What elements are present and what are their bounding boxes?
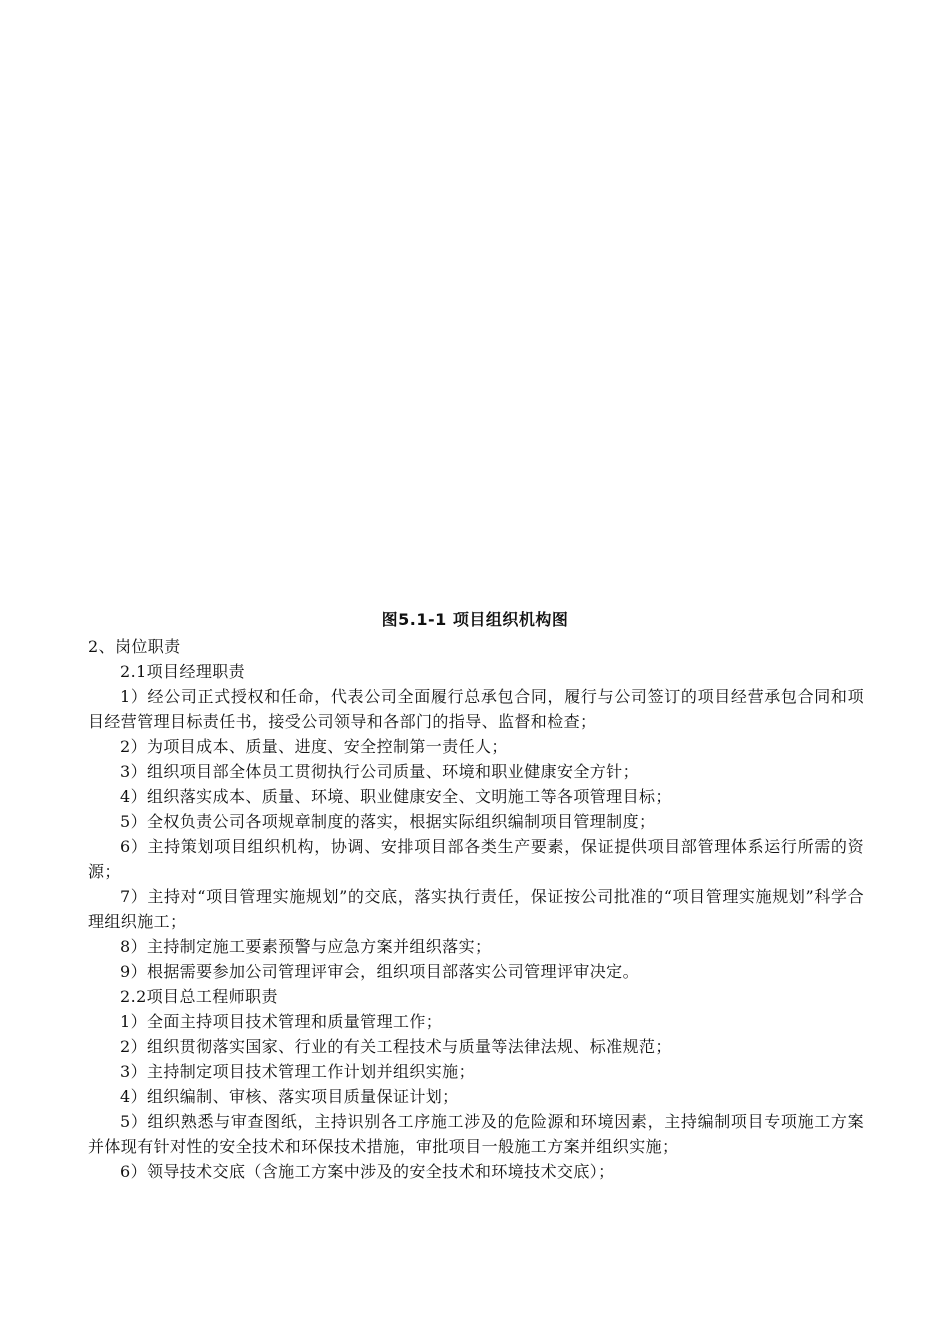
list-item: 3）主持制定项目技术管理工作计划并组织实施； [120, 1062, 475, 1081]
document-body [88, 634, 864, 1184]
list-item: 2）为项目成本、质量、进度、安全控制第一责任人； [120, 737, 508, 756]
org-chart-area [88, 40, 862, 595]
list-item: 5）组织熟悉与审查图纸，主持识别各工序施工涉及的危险源和环境因素，主持编制项目专项施工方案并体现有针对性的安全技术和环保技术措施，审批项目一般施工方案并组织实施； [88, 1112, 864, 1156]
list-item: 1）全面主持项目技术管理和质量管理工作； [120, 1012, 443, 1031]
list-item: 3）组织项目部全体员工贯彻执行公司质量、环境和职业健康安全方针； [120, 762, 639, 781]
list-item: 7）主持对“项目管理实施规划”的交底，落实执行责任，保证按公司批准的“项目管理实施规划”科学合理组织施工； [88, 887, 864, 931]
subsection-heading-manager: 2.1项目经理职责 [120, 662, 246, 681]
subsection-heading-chief-engineer: 2.2项目总工程师职责 [120, 987, 278, 1006]
list-item: 6）主持策划项目组织机构，协调、安排项目部各类生产要素，保证提供项目部管理体系运行所需的资源； [88, 837, 864, 881]
list-item: 9）根据需要参加公司管理评审会，组织项目部落实公司管理评审决定。 [120, 962, 639, 981]
list-item: 8）主持制定施工要素预警与应急方案并组织落实； [120, 937, 492, 956]
list-item: 2）组织贯彻落实国家、行业的有关工程技术与质量等法律法规、标准规范； [120, 1037, 672, 1056]
list-item: 1）经公司正式授权和任命，代表公司全面履行总承包合同，履行与公司签订的项目经营承包合同和项目经营管理目标责任书，接受公司领导和各部门的指导、监督和检查； [88, 687, 864, 731]
list-item: 5）全权负责公司各项规章制度的落实，根据实际组织编制项目管理制度； [120, 812, 656, 831]
list-item: 4）组织落实成本、质量、环境、职业健康安全、文明施工等各项管理目标； [120, 787, 672, 806]
list-item: 4）组织编制、审核、落实项目质量保证计划； [120, 1087, 459, 1106]
figure-caption: 图5.1-1 项目组织机构图 [381, 610, 569, 629]
section-heading: 2、岗位职责 [88, 637, 181, 656]
list-item: 6）领导技术交底（含施工方案中涉及的安全技术和环境技术交底）； [120, 1162, 615, 1181]
